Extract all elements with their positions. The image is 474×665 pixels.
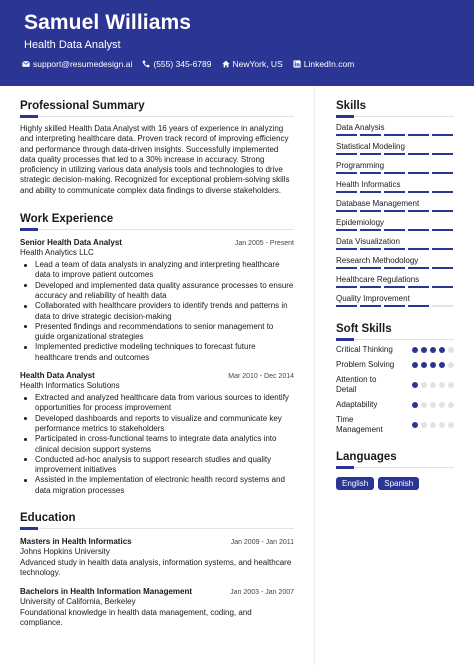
- skill-level-segment: [360, 305, 381, 307]
- skill-name: Data Visualization: [336, 237, 400, 246]
- education-date: Jan 2003 - Jan 2007: [230, 588, 294, 596]
- soft-skill-name: Time Management: [336, 415, 383, 434]
- job-bullet: Conducted ad-hoc analysis to support research studies and quality improvement initiatives: [20, 455, 294, 476]
- skill-name: Quality Improvement: [336, 294, 410, 303]
- languages-heading: Languages: [336, 451, 397, 463]
- education-section: [20, 512, 294, 628]
- job-bullet: Lead a team of data analysts in analyzing and interpreting healthcare data to improve patient outcomes: [20, 260, 294, 281]
- skill-item: [336, 142, 454, 155]
- skill-level-segment: [432, 305, 453, 307]
- rating-dot: [430, 402, 436, 408]
- section-rule: [336, 339, 454, 340]
- job-bullet: Participated in cross-functional teams to integrate data analytics into clinical decision support systems: [20, 434, 294, 455]
- rating-dot: [412, 382, 418, 388]
- rating-dot: [448, 382, 454, 388]
- skill-name: Statistical Modeling: [336, 142, 405, 151]
- section-rule: [336, 467, 454, 468]
- skill-level-segment: [432, 267, 453, 269]
- section-rule: [20, 116, 294, 117]
- skill-level-segment: [336, 172, 357, 174]
- contact-linkedin[interactable]: [293, 59, 355, 69]
- skill-level-segment: [384, 191, 405, 193]
- job-bullets: [20, 260, 294, 363]
- section-rule: [336, 116, 454, 117]
- school-name: Johns Hopkins University: [20, 547, 110, 557]
- skills-heading: Skills: [336, 100, 367, 112]
- rating-dot: [439, 347, 445, 353]
- job-date: Mar 2010 - Dec 2014: [228, 373, 294, 381]
- skill-name: Database Management: [336, 199, 420, 208]
- skill-level-segment: [336, 191, 357, 193]
- skill-item: [336, 294, 454, 307]
- job-bullet: Developed and implemented data quality assurance processes to ensure accuracy and reliability of health data: [20, 281, 294, 302]
- column-divider: [314, 86, 315, 665]
- soft-skill-item: [336, 415, 454, 435]
- skill-level-segment: [408, 153, 429, 155]
- skill-level-segment: [408, 267, 429, 269]
- section-rule: [20, 528, 294, 529]
- skill-level-segment: [384, 153, 405, 155]
- skill-level-segment: [336, 153, 357, 155]
- skill-name: Health Informatics: [336, 180, 401, 189]
- language-tags: [336, 477, 454, 490]
- skill-level-segment: [408, 172, 429, 174]
- summary-text: Highly skilled Health Data Analyst with 16 years of experience in analyzing and interpreting healthcare data. Proven track record of improving efficiency and performance through data-driven insights. Successfully implemented data quality processes that led to a 30% increase in accuracy. Strong proficiency in utilizing various data analysis tools and technologies to drive strategic decision-making. Recognized for exceptional problem-solving skills and ability to communicate complex data findings to diverse stakeholders.: [20, 124, 290, 195]
- education-description: Foundational knowledge in health data management, coding, and compliance.: [20, 607, 252, 627]
- degree-title: Masters in Health Informatics: [20, 537, 132, 547]
- rating-dot: [430, 422, 436, 428]
- summary-section: [20, 100, 294, 196]
- skill-level-segment: [336, 229, 357, 231]
- contact-phone[interactable]: [142, 59, 211, 69]
- rating-dot: [421, 362, 427, 368]
- rating-dot: [421, 422, 427, 428]
- contact-location-text: NewYork, US: [232, 59, 283, 69]
- skill-level-segment: [408, 286, 429, 288]
- skill-level-segment: [360, 267, 381, 269]
- skill-level-segment: [360, 286, 381, 288]
- linkedin-icon: [293, 60, 301, 68]
- job-company: Health Analytics LLC: [20, 248, 94, 258]
- skill-item: [336, 199, 454, 212]
- soft-skill-name: Critical Thinking: [336, 345, 393, 354]
- job-bullet: Implemented predictive modeling techniques to forecast future healthcare trends and outcomes: [20, 342, 294, 363]
- job-bullet: Developed dashboards and reports to visualize and communicate key performance metrics to stakeholders: [20, 414, 294, 435]
- candidate-name: Samuel Williams: [24, 11, 192, 34]
- job-bullet: Extracted and analyzed healthcare data from various sources to identify opportunities for process improvement: [20, 393, 294, 414]
- skill-item: [336, 123, 454, 136]
- skill-name: Research Methodology: [336, 256, 419, 265]
- skill-level-segment: [336, 267, 357, 269]
- contact-email-text: support@resumedesign.ai: [33, 59, 133, 69]
- resume-header: [0, 0, 474, 86]
- rating-dot: [448, 402, 454, 408]
- rating-dot: [412, 422, 418, 428]
- skill-level-segment: [384, 172, 405, 174]
- skill-level-segment: [432, 210, 453, 212]
- skill-level-bar: [336, 305, 454, 307]
- soft-skill-name: Attention to Detail: [336, 375, 377, 394]
- job-company: Health Informatics Solutions: [20, 381, 120, 391]
- soft-skill-rating: [412, 422, 454, 428]
- skill-level-segment: [432, 248, 453, 250]
- soft-skill-rating: [412, 402, 454, 408]
- education-date: Jan 2009 - Jan 2011: [230, 539, 294, 547]
- soft-skill-name: Problem Solving: [336, 360, 395, 369]
- skill-level-segment: [360, 210, 381, 212]
- soft-skill-item: [336, 375, 454, 395]
- school-name: University of California, Berkeley: [20, 596, 136, 606]
- job-entry: [20, 238, 294, 363]
- soft-skill-rating: [412, 362, 454, 368]
- rating-dot: [448, 362, 454, 368]
- language-tag: English: [336, 477, 374, 490]
- skill-level-segment: [408, 210, 429, 212]
- skill-level-segment: [360, 153, 381, 155]
- skill-level-bar: [336, 191, 454, 193]
- skill-level-segment: [384, 210, 405, 212]
- skill-level-segment: [432, 229, 453, 231]
- skill-level-segment: [360, 172, 381, 174]
- candidate-title: Health Data Analyst: [24, 39, 121, 51]
- job-bullet: Collaborated with healthcare providers to identify trends and patterns in data to drive strategic decision-making: [20, 301, 294, 322]
- rating-dot: [439, 402, 445, 408]
- skill-level-segment: [432, 191, 453, 193]
- main-column: [20, 100, 294, 628]
- job-entry: [20, 371, 294, 496]
- rating-dot: [412, 347, 418, 353]
- experience-heading: Work Experience: [20, 213, 114, 226]
- skill-level-segment: [336, 210, 357, 212]
- skill-level-segment: [432, 153, 453, 155]
- rating-dot: [439, 422, 445, 428]
- skill-name: Epidemiology: [336, 218, 385, 227]
- skill-level-segment: [408, 248, 429, 250]
- skill-name: Data Analysis: [336, 123, 385, 132]
- soft-skills-heading: Soft Skills: [336, 323, 392, 335]
- education-description: Advanced study in health data analysis, information systems, and healthcare technology.: [20, 558, 292, 578]
- skill-level-segment: [408, 305, 429, 307]
- contact-location: [222, 59, 283, 69]
- skill-level-segment: [384, 305, 405, 307]
- soft-skill-rating: [412, 382, 454, 388]
- languages-section: [336, 451, 454, 490]
- job-bullet: Assisted in the implementation of electronic health record systems and data migration processes: [20, 475, 294, 496]
- skill-item: [336, 218, 454, 231]
- skill-level-segment: [384, 248, 405, 250]
- skill-level-bar: [336, 248, 454, 250]
- rating-dot: [439, 382, 445, 388]
- job-bullet: Presented findings and recommendations to senior management to guide organizational strategies: [20, 322, 294, 343]
- skill-level-bar: [336, 286, 454, 288]
- phone-icon: [142, 60, 150, 68]
- contact-email[interactable]: [22, 59, 132, 69]
- skill-level-segment: [384, 286, 405, 288]
- skill-level-segment: [408, 229, 429, 231]
- rating-dot: [421, 402, 427, 408]
- skill-level-bar: [336, 172, 454, 174]
- rating-dot: [412, 362, 418, 368]
- skill-level-segment: [336, 286, 357, 288]
- job-date: Jan 2005 - Present: [234, 240, 294, 248]
- contact-linkedin-text: LinkedIn.com: [303, 59, 355, 69]
- rating-dot: [412, 402, 418, 408]
- soft-skill-item: [336, 345, 454, 355]
- skill-name: Programming: [336, 161, 385, 170]
- skill-level-segment: [336, 248, 357, 250]
- skill-level-segment: [384, 134, 405, 136]
- skill-item: [336, 237, 454, 250]
- skill-level-segment: [360, 248, 381, 250]
- skill-level-segment: [408, 191, 429, 193]
- rating-dot: [430, 362, 436, 368]
- home-icon: [222, 60, 230, 68]
- skill-name: Healthcare Regulations: [336, 275, 420, 284]
- skills-section: [336, 100, 454, 307]
- soft-skill-name: Adaptability: [336, 400, 378, 409]
- skill-level-segment: [384, 229, 405, 231]
- rating-dot: [421, 382, 427, 388]
- envelope-icon: [22, 60, 30, 68]
- soft-skill-item: [336, 400, 454, 410]
- contact-bar: [22, 59, 354, 69]
- skill-item: [336, 275, 454, 288]
- rating-dot: [448, 347, 454, 353]
- job-title: Senior Health Data Analyst: [20, 238, 122, 248]
- degree-title: Bachelors in Health Information Management: [20, 586, 193, 596]
- education-entry: [20, 587, 294, 629]
- skill-item: [336, 256, 454, 269]
- summary-heading: Professional Summary: [20, 100, 145, 112]
- skill-level-bar: [336, 210, 454, 212]
- job-title: Health Data Analyst: [20, 371, 95, 381]
- rating-dot: [421, 347, 427, 353]
- skill-item: [336, 180, 454, 193]
- skill-level-segment: [432, 286, 453, 288]
- soft-skills-section: [336, 323, 454, 435]
- soft-skill-item: [336, 360, 454, 370]
- skill-level-segment: [336, 305, 357, 307]
- section-rule: [20, 229, 294, 230]
- skill-level-segment: [408, 134, 429, 136]
- skill-level-segment: [360, 191, 381, 193]
- education-heading: Education: [20, 512, 76, 525]
- rating-dot: [430, 382, 436, 388]
- skill-level-segment: [432, 172, 453, 174]
- rating-dot: [448, 422, 454, 428]
- language-tag: Spanish: [378, 477, 419, 490]
- education-entry: [20, 537, 294, 579]
- skill-level-segment: [384, 267, 405, 269]
- skill-item: [336, 161, 454, 174]
- skill-level-bar: [336, 153, 454, 155]
- side-column: [336, 100, 454, 490]
- skill-level-bar: [336, 267, 454, 269]
- skills-list: [336, 123, 454, 307]
- skill-level-bar: [336, 229, 454, 231]
- rating-dot: [439, 362, 445, 368]
- experience-section: [20, 213, 294, 496]
- skill-level-segment: [360, 134, 381, 136]
- rating-dot: [430, 347, 436, 353]
- skill-level-segment: [432, 134, 453, 136]
- contact-phone-text: (555) 345-6789: [153, 59, 212, 69]
- skill-level-segment: [360, 229, 381, 231]
- skill-level-bar: [336, 134, 454, 136]
- soft-skill-rating: [412, 347, 454, 353]
- job-bullets: [20, 393, 294, 496]
- soft-skills-list: [336, 345, 454, 435]
- skill-level-segment: [336, 134, 357, 136]
